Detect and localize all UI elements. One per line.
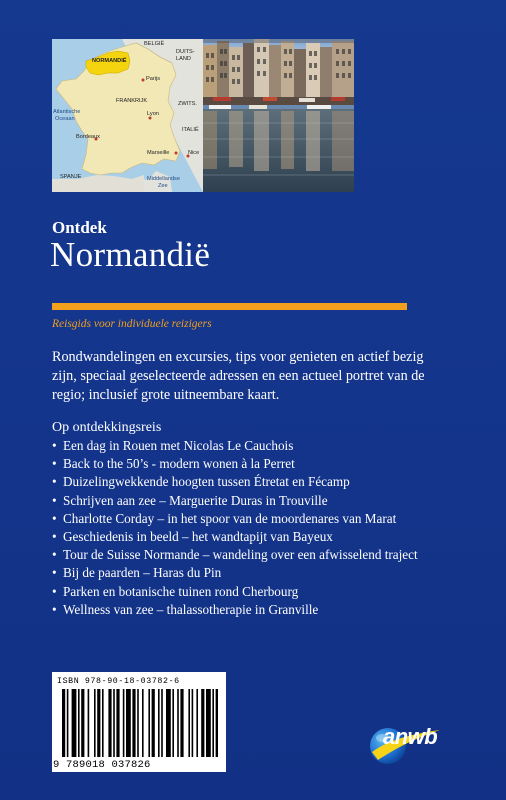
- list-item: • Geschiedenis in beeld – het wandtapijt van Bayeux: [52, 529, 333, 545]
- anwb-logo-text: anwb: [383, 724, 438, 749]
- map-label-bordeaux: Bordeaux: [76, 134, 100, 140]
- list-item: • Bij de paarden – Haras du Pin: [52, 565, 222, 581]
- map-label-middellandse-2: Zee: [158, 183, 168, 189]
- list-item: • Charlotte Corday – in het spoor van de moordenares van Marat: [52, 510, 397, 526]
- map-label-middellandse-1: Middellandse: [147, 176, 180, 182]
- map-label-lyon: Lyon: [147, 111, 159, 117]
- france-map: [52, 39, 203, 192]
- list-item: • Wellness van zee – thalassotherapie in Granville: [52, 601, 319, 617]
- accent-rule: [52, 303, 407, 310]
- map-label-atlantische-2: Oceaan: [55, 116, 75, 122]
- title-kicker: Ontdek: [52, 218, 107, 237]
- map-label-marseille: Marseille: [147, 150, 170, 156]
- map-label-duitsland-1: DUITS-: [176, 49, 195, 55]
- ean-number: 9 789018 037826: [53, 759, 151, 771]
- map-label-frankrijk: FRANKRIJK: [116, 98, 148, 104]
- list-item: • Tour de Suisse Normande – wandeling over een afwisselend traject: [52, 547, 418, 563]
- map-label-atlantische-1: Atlantische: [53, 109, 81, 115]
- map-label-nice: Nice: [188, 150, 200, 156]
- trips-heading: Op ontdekkingsreis: [52, 420, 162, 435]
- anwb-logo: [368, 718, 444, 768]
- list-item: • Een dag in Rouen met Nicolas Le Cauchois: [52, 438, 294, 453]
- list-item: • Duizelingwekkende hoogten tussen Étretat en Fécamp: [52, 474, 350, 490]
- intro-paragraph: Rondwandelingen en excursies, tips voor genieten en actief bezig zijn, speciaal geselecteerde adressen en een actueel portret van de regio; inclusief grote uitneembare kaart.: [52, 349, 425, 403]
- map-label-belgie: BELGIË: [144, 41, 165, 47]
- isbn-number: ISBN 978-90-18-03782-6: [57, 677, 180, 686]
- list-item: • Schrijven aan zee – Marguerite Duras in Trouville: [52, 492, 328, 508]
- map-label-zwitserland: ZWITS.: [178, 101, 197, 107]
- book-title: Normandië: [50, 235, 211, 274]
- map-label-normandie: NORMANDIË: [92, 58, 127, 64]
- map-label-italie: ITALIË: [182, 127, 199, 133]
- map-label-spanje: SPANJE: [60, 174, 82, 180]
- harbour-photo: [203, 39, 354, 192]
- harbour-photo-graphic: [203, 39, 354, 192]
- list-item: • Parken en botanische tuinen rond Cherbourg: [52, 583, 299, 599]
- tagline: Reisgids voor individuele reizigers: [52, 318, 212, 330]
- map-label-duitsland-2: LAND: [176, 56, 191, 62]
- barcode: [52, 672, 226, 772]
- trips-list: [52, 437, 418, 619]
- map-label-parijs: Parijs: [146, 76, 160, 82]
- barcode-bars: [62, 689, 218, 757]
- list-item: • Back to the 50’s - modern wonen à la Perret: [52, 456, 295, 472]
